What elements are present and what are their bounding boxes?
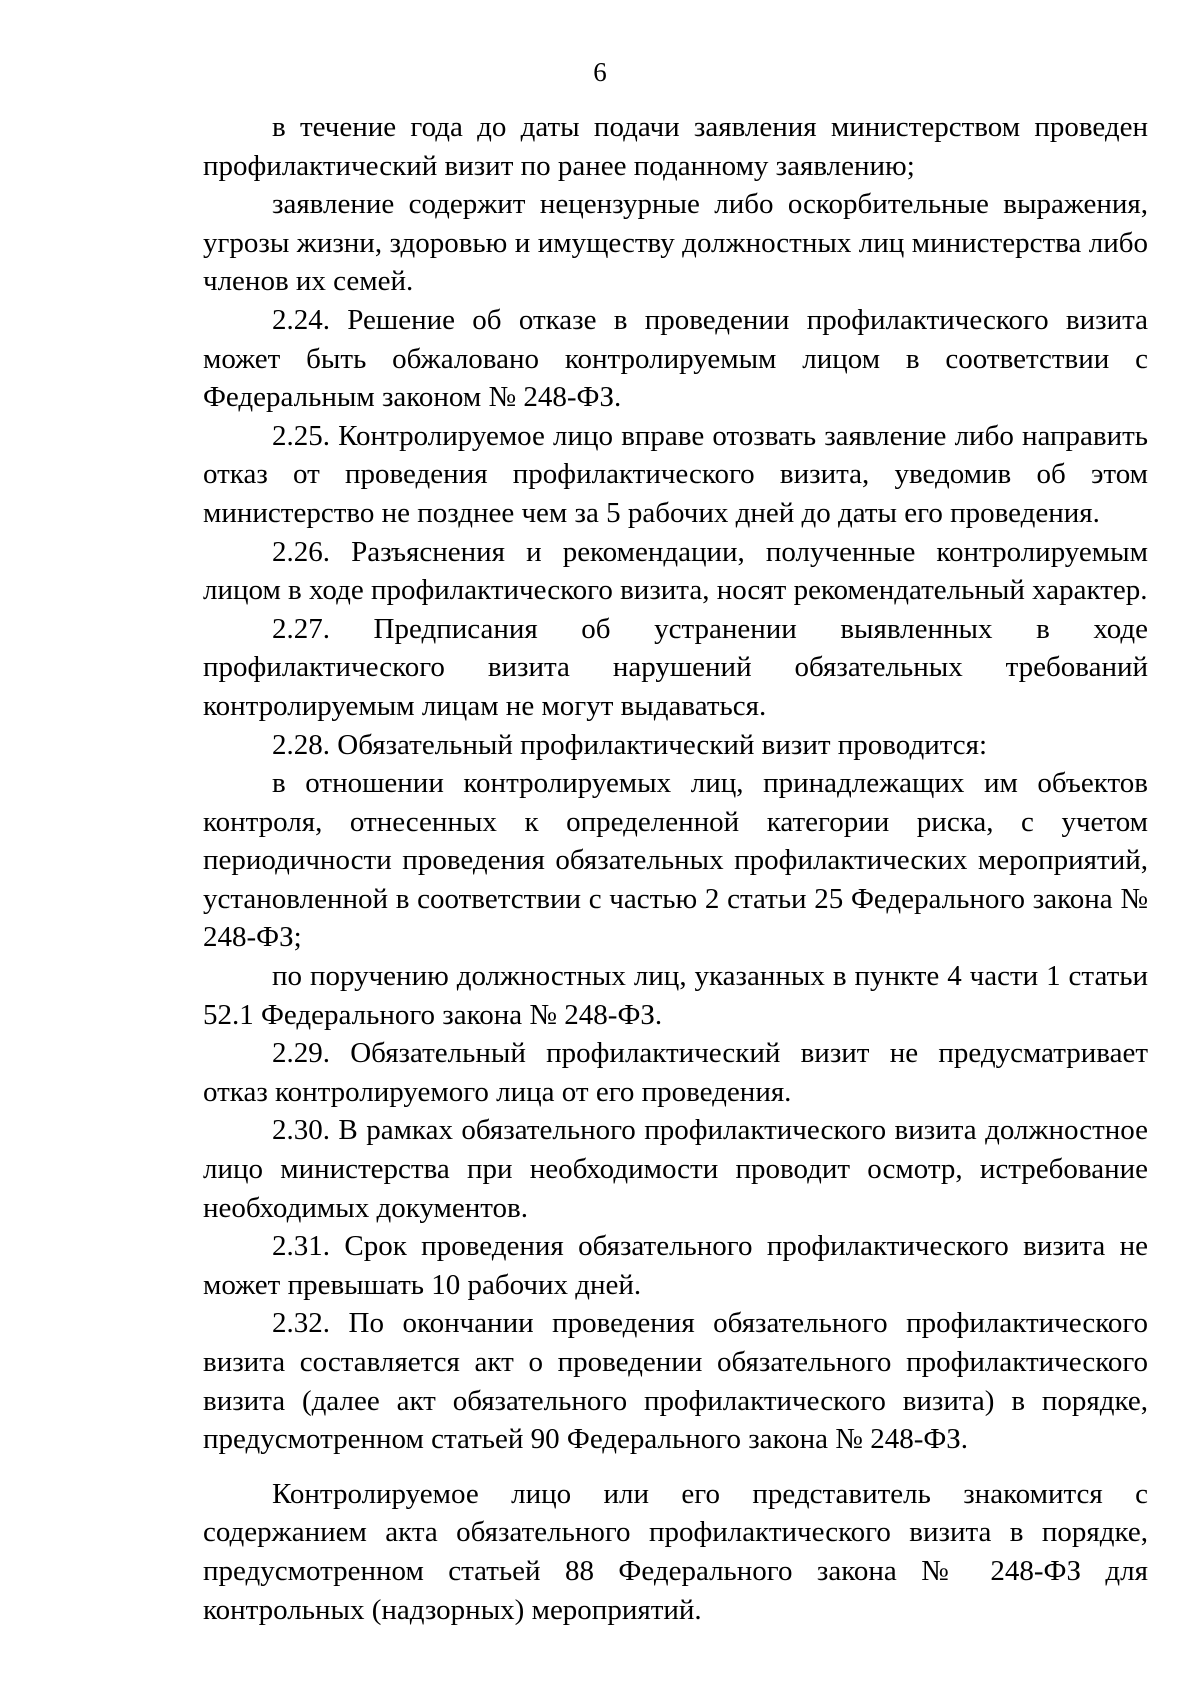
paragraph-obscene-statement: заявление содержит нецензурные либо оскорбительные выражения, угрозы жизни, здоровью и имуществу должностных лиц министерства либо членов их семей. [203,188,1148,298]
paragraph-2-27: 2.27. Предписания об устранении выявленных в ходе профилактического визита нарушений обязательных требований контролируемым лицам не могут выдаваться. [203,612,1148,722]
paragraph-prior-visit: в течение года до даты подачи заявления министерством проведен профилактический визит по ранее поданному заявлению; [203,111,1148,182]
page-number: 6 [593,57,607,87]
paragraph-2-32: 2.32. По окончании проведения обязательного профилактического визита составляется акт о проведении обязательного профилактического визита (далее акт обязательного профилактического визита) в порядке, предусмотренном статьей 90 Федерального закона № 248-ФЗ. [203,1307,1148,1456]
paragraph-2-28-risk-category: в отношении контролируемых лиц, принадлежащих им объектов контроля, отнесенных к определенной категории риска, с учетом периодичности проведения обязательных профилактических мероприятий, установленной в соответствии с частью 2 статьи 25 Федерального закона № 248-ФЗ; [203,767,1148,954]
paragraph-2-25: 2.25. Контролируемое лицо вправе отозвать заявление либо направить отказ от проведения профилактического визита, уведомив об этом министерство не позднее чем за 5 рабочих дней до даты его проведения. [203,419,1148,529]
paragraph-2-30: 2.30. В рамках обязательного профилактического визита должностное лицо министерства при необходимости проводит осмотр, истребование необходимых документов. [203,1114,1148,1224]
paragraph-act-review: Контролируемое лицо или его представитель знакомится с содержанием акта обязательного профилактического визита в порядке, предусмотренном статьей 88 Федерального закона № 248-ФЗ для контрольных (надзорных) мероприятий. [203,1477,1148,1626]
paragraph-2-29: 2.29. Обязательный профилактический визит не предусматривает отказ контролируемого лица от его проведения. [203,1037,1148,1108]
paragraph-2-24: 2.24. Решение об отказе в проведении профилактического визита может быть обжаловано контролируемым лицом в соответствии с Федеральным законом № 248-ФЗ. [203,303,1148,414]
paragraph-2-28: 2.28. Обязательный профилактический визит проводится: [272,728,988,761]
paragraph-2-31: 2.31. Срок проведения обязательного профилактического визита не может превышать 10 рабочих дней. [203,1230,1148,1301]
paragraph-2-28-by-order: по поручению должностных лиц, указанных в пункте 4 части 1 статьи 52.1 Федерального закона № 248-ФЗ. [203,960,1148,1031]
document-body [203,108,1148,1629]
paragraph-2-26: 2.26. Разъяснения и рекомендации, полученные контролируемым лицом в ходе профилактического визита, носят рекомендательный характер. [203,535,1148,607]
